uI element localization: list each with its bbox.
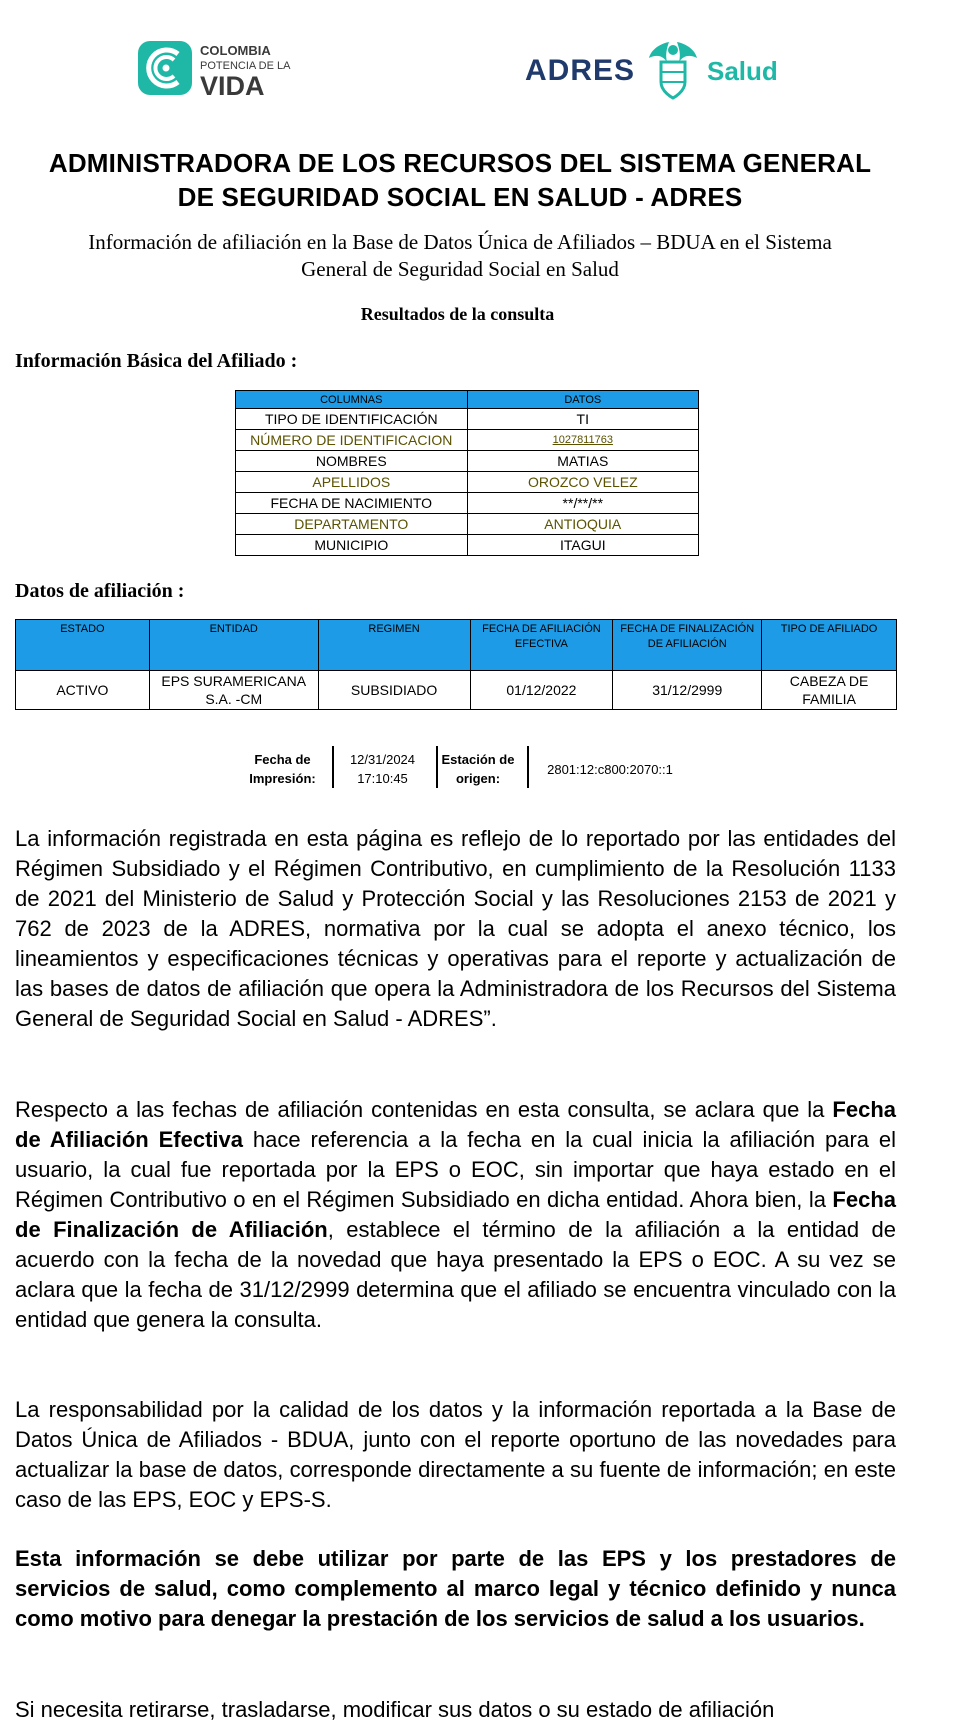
results-heading: Resultados de la consulta bbox=[360, 304, 555, 324]
column-header-fecha-afiliacion: FECHA DE AFILIACIÓN EFECTIVA bbox=[470, 620, 613, 671]
table-header-row bbox=[16, 620, 897, 671]
row-label: DEPARTAMENTO bbox=[236, 514, 468, 535]
table-row bbox=[236, 493, 699, 514]
print-date: 12/31/2024 bbox=[349, 752, 416, 767]
table-row bbox=[16, 671, 897, 710]
column-header-entidad: ENTIDAD bbox=[149, 620, 318, 671]
origin-ip: 2801:12:c800:2070::1 bbox=[547, 761, 673, 777]
basic-info-heading: Información Básica del Afiliado : bbox=[15, 350, 298, 372]
page-title bbox=[0, 146, 920, 214]
table-row bbox=[236, 535, 699, 556]
legal-paragraph-3: La responsabilidad por la calidad de los datos y la información reportada a la Base de Datos Única de Afiliados - BDUA, junto con el reporte oportuno de las novedades para actualizar la base de datos, corresponde directamente a su fuente de información; en este caso de las EPS, EOC y EPS-S. bbox=[15, 1397, 896, 1512]
print-date-label-line-1: Fecha de bbox=[254, 752, 311, 767]
row-label: NÚMERO DE IDENTIFICACION bbox=[236, 430, 468, 451]
row-value: ITAGUI bbox=[467, 535, 698, 556]
p2-bold-fecha-finalizacion: Fecha de Finalización de Afiliación bbox=[15, 1187, 896, 1242]
row-value: MATIAS bbox=[467, 451, 698, 472]
column-header-tipo-afiliado: TIPO DE AFILIADO bbox=[762, 620, 897, 671]
divider bbox=[527, 746, 529, 788]
origin-label-line-2: origen: bbox=[455, 771, 501, 786]
legal-paragraph-4-bold: Esta información se debe utilizar por parte de las EPS y los prestadores de servicios de salud, como complemento al marco legal y técnico definido y nunca como motivo para denegar la prestación de los servicios de salud a los usuarios. bbox=[15, 1546, 896, 1631]
cell-fecha-afiliacion: 01/12/2022 bbox=[470, 671, 613, 710]
p2-bold-fecha-efectiva: Fecha de Afiliación Efectiva bbox=[15, 1097, 896, 1152]
row-label: FECHA DE NACIMIENTO bbox=[236, 493, 468, 514]
legal-paragraph-5: Si necesita retirarse, trasladarse, modificar sus datos o su estado de afiliación bbox=[15, 1697, 775, 1722]
row-value: ANTIOQUIA bbox=[467, 514, 698, 535]
svg-text:VIDA: VIDA bbox=[200, 71, 265, 98]
origin-station-value bbox=[530, 748, 690, 790]
cell-tipo-afiliado: CABEZA DE FAMILIA bbox=[762, 671, 897, 710]
column-header-datos: DATOS bbox=[467, 391, 698, 409]
row-value: OROZCO VELEZ bbox=[467, 472, 698, 493]
table-row bbox=[236, 409, 699, 430]
origin-station-label bbox=[433, 748, 523, 790]
row-value: TI bbox=[467, 409, 698, 430]
column-header-columnas: COLUMNAS bbox=[236, 391, 468, 409]
p2-text-e: , establece el término de la afiliación a la entidad de acuerdo con la fecha de la novedad que haya presentado la EPS o EOC. A su vez se aclara que la fecha de 31/12/2999 determina que el afiliado se encuentra vinculado con la entidad que genera la consulta. bbox=[15, 1217, 896, 1332]
cell-regimen: SUBSIDIADO bbox=[318, 671, 470, 710]
coat-of-arms-icon bbox=[649, 42, 697, 98]
p2-text-c: hace referencia a la fecha en la cual inicia la afiliación para el usuario, la cual fue reportada por la EPS o EOC, sin importar que haya estado en el Régimen Contributivo o en el Régimen Subsidiado en dicha entidad. Ahora bien, la bbox=[15, 1127, 896, 1212]
subtitle-line-2: General de Seguridad Social en Salud bbox=[301, 257, 619, 281]
row-label: MUNICIPIO bbox=[236, 535, 468, 556]
svg-text:ADRES: ADRES bbox=[525, 54, 636, 87]
origin-label-line-1: Estación de bbox=[441, 752, 515, 767]
column-header-estado: ESTADO bbox=[16, 620, 150, 671]
legal-paragraph-1: La información registrada en esta página es reflejo de lo reportado por las entidades del Régimen Subsidiado y el Régimen Contributivo, en cumplimiento de la Resolución 1133 de 2021 del Ministerio de Salud y Protección Social y las Resoluciones 2153 de 2021 y 762 de 2023 de la ADRES, normativa por la cual se adopta el anexo técnico, los lineamientos y especificaciones técnicas y operativas para el reporte y actualización de las bases de datos de afiliación que opera la Administradora de los Recursos del Sistema General de Seguridad Social en Salud - ADRES”. bbox=[15, 826, 896, 1031]
row-label: NOMBRES bbox=[236, 451, 468, 472]
table-row bbox=[236, 430, 699, 451]
divider bbox=[332, 746, 334, 788]
page-subtitle bbox=[20, 229, 900, 283]
print-date-value bbox=[340, 748, 425, 790]
row-label: APELLIDOS bbox=[236, 472, 468, 493]
row-value: **/**/** bbox=[467, 493, 698, 514]
table-header-row bbox=[236, 391, 699, 409]
p2-text-a: Respecto a las fechas de afiliación contenidas en esta consulta, se aclara que la bbox=[15, 1097, 833, 1122]
subtitle-line-1: Información de afiliación en la Base de Datos Única de Afiliados – BDUA en el Sistema bbox=[88, 230, 832, 254]
print-date-label bbox=[235, 748, 330, 790]
print-time: 17:10:45 bbox=[357, 771, 408, 786]
column-header-regimen: REGIMEN bbox=[318, 620, 470, 671]
colombia-potencia-de-la-vida-logo bbox=[138, 40, 298, 98]
adres-salud-logo bbox=[525, 38, 785, 100]
cell-fecha-finalizacion: 31/12/2999 bbox=[613, 671, 762, 710]
title-line-2: DE SEGURIDAD SOCIAL EN SALUD - ADRES bbox=[177, 182, 743, 212]
row-label: TIPO DE IDENTIFICACIÓN bbox=[236, 409, 468, 430]
table-row bbox=[236, 451, 699, 472]
title-line-1: ADMINISTRADORA DE LOS RECURSOS DEL SISTEMA GENERAL bbox=[48, 148, 872, 178]
id-number-link[interactable]: 1027811763 bbox=[467, 430, 698, 451]
table-row bbox=[236, 472, 699, 493]
legal-paragraph-2 bbox=[15, 1095, 896, 1335]
basic-info-table bbox=[235, 390, 699, 556]
cell-estado: ACTIVO bbox=[16, 671, 150, 710]
svg-text:Salud: Salud bbox=[707, 56, 778, 86]
affiliation-heading: Datos de afiliación : bbox=[15, 580, 185, 602]
table-row bbox=[236, 514, 699, 535]
column-header-fecha-finalizacion: FECHA DE FINALIZACIÓN DE AFILIACIÓN bbox=[613, 620, 762, 671]
cell-entidad: EPS SURAMERICANA S.A. -CM bbox=[149, 671, 318, 710]
svg-text:POTENCIA DE LA: POTENCIA DE LA bbox=[200, 60, 291, 72]
print-date-label-line-2: Impresión: bbox=[249, 771, 316, 786]
affiliation-table bbox=[15, 619, 897, 710]
svg-text:COLOMBIA: COLOMBIA bbox=[200, 43, 271, 58]
